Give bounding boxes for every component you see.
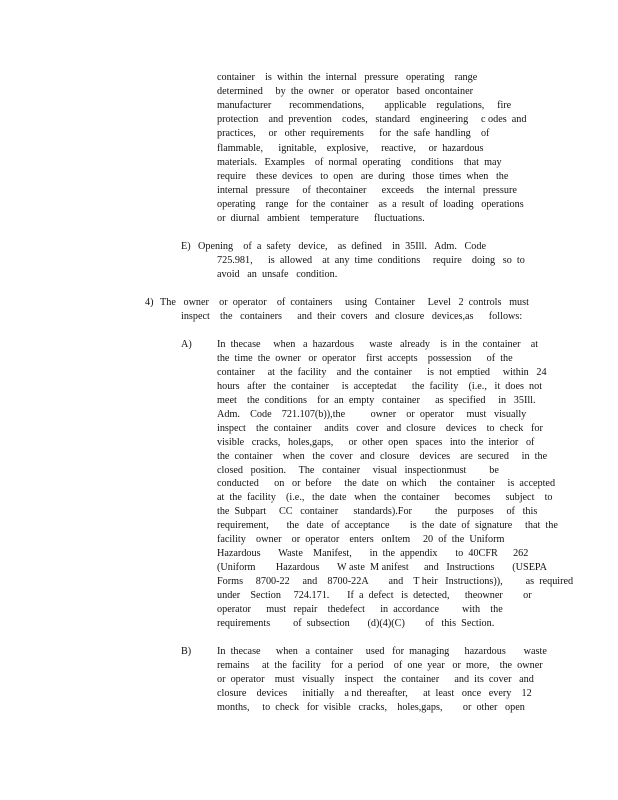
text-line: requirements of subsection (d)(4)(C) of this Section. <box>217 618 495 629</box>
text-line: the time the owner or operator first accepts possession of the <box>217 353 513 364</box>
text-line: hours after the container is acceptedat the facility (i.e., it does not <box>217 381 543 392</box>
text-line: determined by the owner or operator based oncontainer <box>217 86 474 97</box>
text-line: months, to check for visible cracks, holes,gaps, or other open <box>217 702 525 713</box>
text-line: materials. Examples of normal operating conditions that may <box>217 157 502 168</box>
item-label: A) <box>181 339 192 350</box>
text-line: the Subpart CC container standards).For the purposes of this <box>217 506 538 517</box>
item-label: 4) <box>145 297 154 308</box>
text-line: operating range for the container as a result of loading operations <box>217 199 524 210</box>
text-line: visible cracks, holes,gaps, or other open spaces into the interior of <box>217 437 535 448</box>
text-line: conducted on or before the date on which the container is accepted <box>217 478 556 489</box>
text-line: avoid an unsafe condition. <box>217 269 338 280</box>
text-line: In thecase when a container used for managing hazardous waste <box>217 646 547 657</box>
text-line: requirement, the date of acceptance is the date of signature that the <box>217 520 558 531</box>
text-line: manufacturer recommendations, applicable regulations, fire <box>217 100 512 111</box>
text-line: at the facility (i.e., the date when the container becomes subject to <box>217 492 553 503</box>
text-line: Forms 8700-22 and 8700-22A and T heir Instructions)), as required <box>217 576 574 587</box>
text-line: or operator must visually inspect the container and its cover and <box>217 674 534 685</box>
text-line: or diurnal ambient temperature fluctuations. <box>217 213 425 224</box>
text-line: Opening of a safety device, as defined in 35Ill. Adm. Code <box>198 241 487 252</box>
text-line: closed position. The container visual inspectionmust be <box>217 465 499 476</box>
text-line: meet the conditions for an empty container as specified in 35Ill. <box>217 395 536 406</box>
text-line: remains at the facility for a period of one year or more, the owner <box>217 660 543 671</box>
text-line: (Uniform Hazardous W aste M anifest and Instructions (USEPA <box>217 562 548 573</box>
text-line: flammable, ignitable, explosive, reactive, or hazardous <box>217 143 484 154</box>
text-line: inspect the container andits cover and closure devices to check for <box>217 423 543 434</box>
text-line: require these devices to open are during those times when the <box>217 171 509 182</box>
item-label: B) <box>181 646 192 657</box>
text-line: protection and prevention codes, standard engineering c odes and <box>217 114 527 125</box>
text-line: practices, or other requirements for the safe handling of <box>217 128 490 139</box>
text-line: the container when the cover and closure devices are secured in the <box>217 451 548 462</box>
text-line: container is within the internal pressure operating range <box>217 72 478 83</box>
text-line: closure devices initially a nd thereafter, at least once every 12 <box>217 688 532 699</box>
text-line: under Section 724.171. If a defect is detected, theowner or <box>217 590 532 601</box>
text-line: operator must repair thedefect in accordance with the <box>217 604 503 615</box>
text-line: container at the facility and the container is not emptied within 24 <box>217 367 547 378</box>
text-line: Hazardous Waste Manifest, in the appendix to 40CFR 262 <box>217 548 529 559</box>
text-line: inspect the containers and their covers and closure devices,as follows: <box>181 311 523 322</box>
text-line: internal pressure of thecontainer exceeds the internal pressure <box>217 185 517 196</box>
text-line: Adm. Code 721.107(b)),the owner or operator must visually <box>217 409 527 420</box>
text-line: In thecase when a hazardous waste already is in the container at <box>217 339 539 350</box>
text-line: The owner or operator of containers using Container Level 2 controls must <box>160 297 529 308</box>
text-line: 725.981, is allowed at any time conditions require doing so to <box>217 255 525 266</box>
text-line: facility owner or operator enters onItem 20 of the Uniform <box>217 534 505 545</box>
item-label: E) <box>181 241 191 252</box>
